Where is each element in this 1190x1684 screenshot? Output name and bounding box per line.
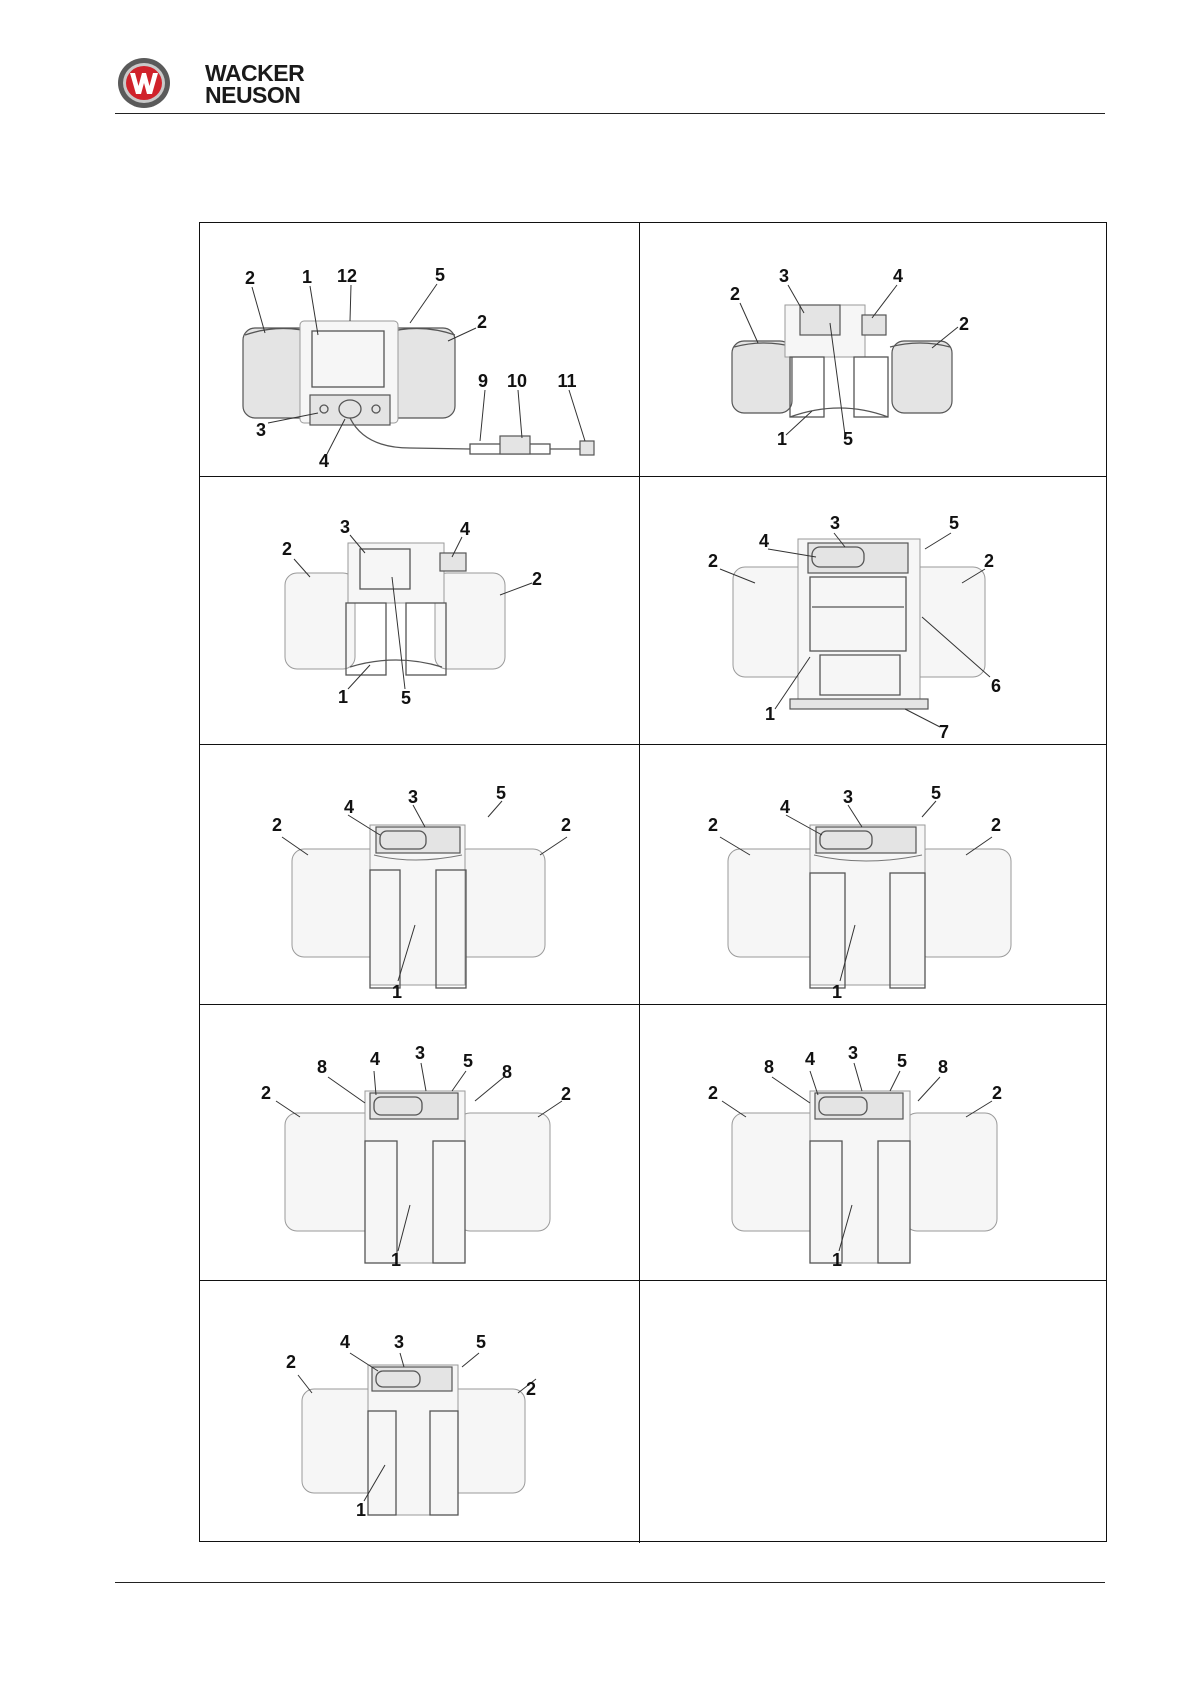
callout-number: 2 xyxy=(476,312,488,332)
callout-number: 1 xyxy=(776,429,788,449)
callout-number: 3 xyxy=(407,787,419,807)
brand-line-1: WACKER xyxy=(205,60,305,86)
callout-number: 2 xyxy=(707,815,719,835)
callout-number: 3 xyxy=(778,266,790,286)
callout-number: 2 xyxy=(983,551,995,571)
callout-number: 2 xyxy=(531,569,543,589)
callout-number: 12 xyxy=(336,266,358,286)
page-header xyxy=(0,0,1190,120)
callout-number: 5 xyxy=(896,1051,908,1071)
callout-number: 2 xyxy=(991,1083,1003,1103)
callout-number: 5 xyxy=(948,513,960,533)
callout-number: 4 xyxy=(369,1049,381,1069)
callout-number: 2 xyxy=(260,1083,272,1103)
callout-number: 4 xyxy=(459,519,471,539)
callout-number: 8 xyxy=(501,1062,513,1082)
callout-number: 1 xyxy=(390,1250,402,1270)
wacker-neuson-logo-icon xyxy=(116,56,172,110)
figure-cell-3 xyxy=(200,477,640,745)
vibrator-side-drawing xyxy=(640,223,1106,477)
empty-cell xyxy=(640,1281,1106,1543)
callout-number: 4 xyxy=(339,1332,351,1352)
figure-cell-2 xyxy=(640,223,1106,477)
vibrator-top-view-drawing-b xyxy=(640,745,1106,1005)
figure-cell-6 xyxy=(640,745,1106,1005)
figure-cell-5 xyxy=(200,745,640,1005)
callout-number: 8 xyxy=(763,1057,775,1077)
callout-number: 1 xyxy=(831,982,843,1002)
vibrator-base-plate-drawing xyxy=(640,477,1106,745)
callout-number: 2 xyxy=(560,1084,572,1104)
callout-number: 2 xyxy=(285,1352,297,1372)
callout-number: 8 xyxy=(316,1057,328,1077)
callout-number: 2 xyxy=(560,815,572,835)
callout-number: 5 xyxy=(462,1051,474,1071)
figure-table xyxy=(199,222,1107,1542)
callout-number: 5 xyxy=(495,783,507,803)
figure-cell-4 xyxy=(640,477,1106,745)
callout-number: 3 xyxy=(255,420,267,440)
callout-number: 4 xyxy=(758,531,770,551)
callout-number: 11 xyxy=(557,371,577,391)
callout-number: 3 xyxy=(393,1332,405,1352)
callout-number: 2 xyxy=(990,815,1002,835)
callout-number: 6 xyxy=(990,676,1002,696)
callout-number: 4 xyxy=(892,266,904,286)
callout-number: 7 xyxy=(938,722,950,742)
brand-line-2: NEUSON xyxy=(205,82,301,108)
callout-number: 2 xyxy=(729,284,741,304)
callout-number: 3 xyxy=(842,787,854,807)
vibrator-top-view-drawing-a xyxy=(200,745,640,1005)
figure-cell-8 xyxy=(640,1005,1106,1281)
callout-number: 9 xyxy=(477,371,489,391)
callout-number: 1 xyxy=(831,1250,843,1270)
callout-number: 2 xyxy=(707,1083,719,1103)
callout-number: 1 xyxy=(764,704,776,724)
callout-number: 4 xyxy=(779,797,791,817)
callout-number: 4 xyxy=(804,1049,816,1069)
callout-number: 8 xyxy=(937,1057,949,1077)
callout-number: 5 xyxy=(434,265,446,285)
vibrator-side-outline-drawing xyxy=(200,477,640,745)
callout-number: 2 xyxy=(525,1379,537,1399)
callout-number: 1 xyxy=(355,1500,367,1520)
figure-cell-9 xyxy=(200,1281,640,1543)
figure-cell-1 xyxy=(200,223,640,477)
callout-number: 2 xyxy=(244,268,256,288)
callout-number: 3 xyxy=(847,1043,859,1063)
footer-divider xyxy=(115,1582,1105,1583)
callout-number: 2 xyxy=(707,551,719,571)
callout-number: 5 xyxy=(475,1332,487,1352)
vibrator-top-view-drawing-d xyxy=(640,1005,1106,1281)
callout-number: 10 xyxy=(506,371,528,391)
callout-number: 5 xyxy=(400,688,412,708)
callout-number: 1 xyxy=(301,267,313,287)
callout-number: 1 xyxy=(337,687,349,707)
callout-number: 1 xyxy=(391,982,403,1002)
callout-number: 5 xyxy=(842,429,854,449)
callout-number: 4 xyxy=(318,451,330,471)
brand-logotype xyxy=(205,62,335,108)
callout-number: 2 xyxy=(281,539,293,559)
callout-number: 3 xyxy=(339,517,351,537)
callout-number: 3 xyxy=(414,1043,426,1063)
vibrator-top-view-drawing-e xyxy=(200,1281,640,1543)
callout-number: 2 xyxy=(958,314,970,334)
figure-cell-7 xyxy=(200,1005,640,1281)
callout-number: 2 xyxy=(271,815,283,835)
header-divider xyxy=(115,113,1105,114)
callout-number: 5 xyxy=(930,783,942,803)
callout-number: 3 xyxy=(829,513,841,533)
callout-number: 4 xyxy=(343,797,355,817)
